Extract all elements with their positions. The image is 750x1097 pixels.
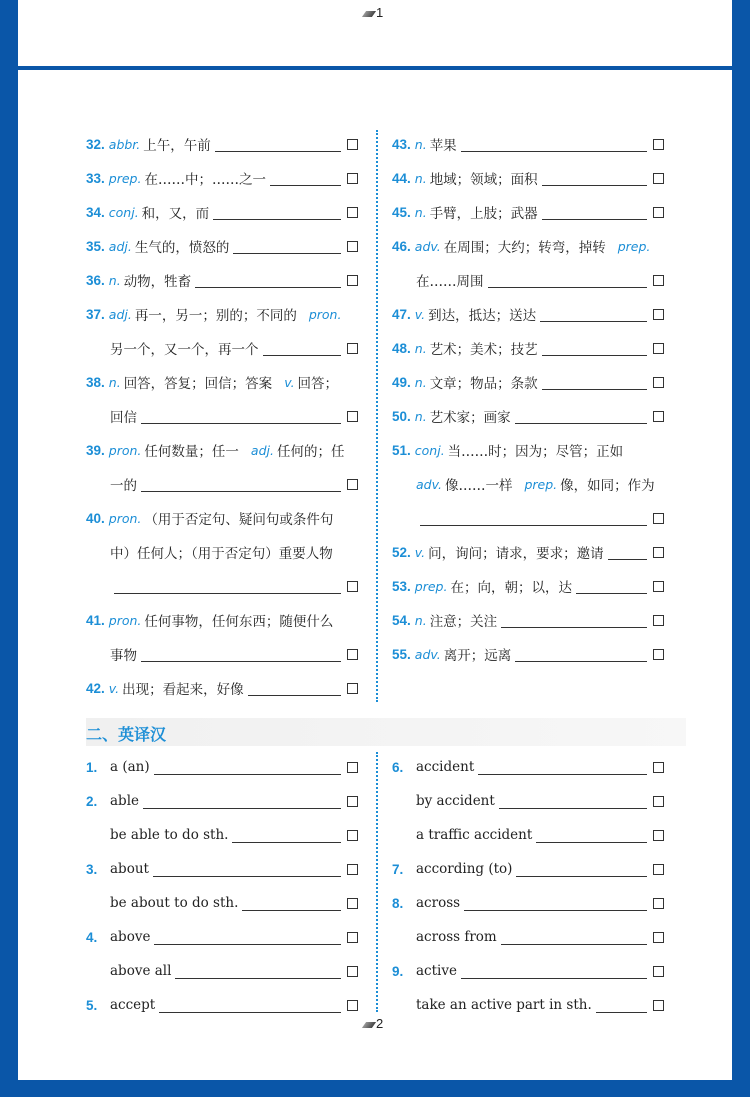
word-row bbox=[86, 886, 358, 920]
entry-row bbox=[392, 331, 664, 365]
part-of-speech: n. bbox=[414, 204, 427, 220]
part-of-speech: adj. bbox=[108, 306, 132, 322]
part-of-speech: prep. bbox=[414, 578, 448, 594]
checkbox[interactable] bbox=[347, 343, 358, 354]
checkbox[interactable] bbox=[347, 139, 358, 150]
checkbox[interactable] bbox=[347, 1000, 358, 1011]
part-of-speech: pron. bbox=[108, 510, 142, 526]
entry-number: 32. bbox=[86, 136, 105, 152]
english-term: accident bbox=[416, 759, 475, 775]
entry-number: 55. bbox=[392, 646, 411, 662]
answer-line[interactable] bbox=[499, 794, 647, 809]
answer-line[interactable] bbox=[542, 375, 647, 390]
entry-row bbox=[86, 229, 358, 263]
definition: 在……中；……之一 bbox=[144, 172, 266, 188]
checkbox[interactable] bbox=[653, 513, 664, 524]
page-number-bottom: 2 bbox=[364, 1016, 383, 1031]
entry-number: 1. bbox=[86, 759, 98, 775]
answer-line[interactable] bbox=[270, 171, 341, 186]
answer-line[interactable] bbox=[515, 409, 647, 424]
definition: 手臂，上肢；武器 bbox=[429, 206, 538, 222]
entry-row-continued bbox=[416, 501, 664, 535]
word-row bbox=[86, 852, 358, 886]
checkbox[interactable] bbox=[653, 309, 664, 320]
checkbox[interactable] bbox=[653, 864, 664, 875]
definition: 在周围；大约；转弯，掉转 bbox=[443, 240, 606, 256]
entry-row bbox=[392, 535, 664, 569]
page bbox=[18, 0, 732, 1080]
answer-line[interactable] bbox=[461, 964, 647, 979]
english-term: across bbox=[416, 895, 461, 911]
definition: 和，又，而 bbox=[141, 206, 210, 222]
entry-number: 8. bbox=[392, 895, 404, 911]
answer-line[interactable] bbox=[608, 545, 647, 560]
entry-number: 7. bbox=[392, 861, 404, 877]
entry-number: 48. bbox=[392, 340, 411, 356]
entry-row bbox=[392, 297, 664, 331]
entry-row bbox=[392, 637, 664, 671]
page-number-top: 1 bbox=[364, 5, 383, 20]
checkbox[interactable] bbox=[653, 966, 664, 977]
word-row bbox=[86, 920, 358, 954]
entry-row-continued bbox=[110, 467, 358, 501]
entry-number: 51. bbox=[392, 442, 411, 458]
definition: 文章；物品；条款 bbox=[429, 376, 538, 392]
checkbox[interactable] bbox=[347, 683, 358, 694]
english-term: accept bbox=[110, 997, 156, 1013]
answer-line[interactable] bbox=[501, 930, 647, 945]
definition: 像，如同；作为 bbox=[560, 478, 655, 494]
checkbox[interactable] bbox=[347, 762, 358, 773]
definition: 离开；远离 bbox=[443, 648, 512, 664]
part-of-speech: abbr. bbox=[108, 136, 141, 152]
entry-row bbox=[86, 263, 358, 297]
checkbox[interactable] bbox=[347, 966, 358, 977]
checkbox[interactable] bbox=[653, 581, 664, 592]
definition: 在……周围 bbox=[416, 274, 484, 290]
part-of-speech: n. bbox=[414, 374, 427, 390]
part-of-speech: v. bbox=[414, 544, 426, 560]
answer-line[interactable] bbox=[233, 239, 341, 254]
part-of-speech: adj. bbox=[108, 238, 132, 254]
definition: 当……时；因为；尽管；正如 bbox=[447, 444, 624, 460]
part-of-speech: n. bbox=[108, 374, 121, 390]
part-of-speech: n. bbox=[414, 170, 427, 186]
checkbox[interactable] bbox=[347, 830, 358, 841]
checkbox[interactable] bbox=[653, 1000, 664, 1011]
part-of-speech: prep. bbox=[617, 238, 651, 254]
checkbox[interactable] bbox=[347, 796, 358, 807]
entry-number: 33. bbox=[86, 170, 105, 186]
english-term: able bbox=[110, 793, 139, 809]
answer-line[interactable] bbox=[464, 896, 647, 911]
definition: 苹果 bbox=[429, 138, 457, 154]
part-of-speech: v. bbox=[414, 306, 426, 322]
answer-line[interactable] bbox=[154, 930, 341, 945]
checkbox[interactable] bbox=[653, 139, 664, 150]
answer-line[interactable] bbox=[141, 409, 341, 424]
answer-line[interactable] bbox=[542, 341, 647, 356]
checkbox[interactable] bbox=[347, 411, 358, 422]
entry-number: 39. bbox=[86, 442, 105, 458]
entry-number: 2. bbox=[86, 793, 98, 809]
word-row bbox=[86, 750, 358, 784]
entry-row bbox=[392, 433, 664, 467]
definition: 问，询问；请求，要求；邀请 bbox=[428, 546, 604, 562]
word-row bbox=[392, 818, 664, 852]
entry-row bbox=[86, 195, 358, 229]
checkbox[interactable] bbox=[653, 898, 664, 909]
english-term: across from bbox=[416, 929, 497, 945]
entry-row bbox=[392, 603, 664, 637]
word-row bbox=[86, 818, 358, 852]
checkbox[interactable] bbox=[653, 762, 664, 773]
part-of-speech: pron. bbox=[108, 612, 142, 628]
answer-line[interactable] bbox=[540, 307, 647, 322]
english-term: be about to do sth. bbox=[110, 895, 239, 911]
answer-line[interactable] bbox=[153, 862, 341, 877]
checkbox[interactable] bbox=[653, 275, 664, 286]
definition: 回答； bbox=[297, 376, 339, 392]
definition: 另一个，又一个，再一个 bbox=[110, 342, 259, 358]
section-header bbox=[86, 718, 686, 746]
column-divider-2 bbox=[376, 752, 378, 1012]
part-of-speech: conj. bbox=[414, 442, 445, 458]
word-row bbox=[392, 988, 664, 1022]
entry-number: 34. bbox=[86, 204, 105, 220]
entry-number: 47. bbox=[392, 306, 411, 322]
entry-row-continued bbox=[110, 637, 358, 671]
entry-number: 37. bbox=[86, 306, 105, 322]
answer-line[interactable] bbox=[515, 647, 647, 662]
entry-number: 41. bbox=[86, 612, 105, 628]
english-term: active bbox=[416, 963, 457, 979]
entry-number: 44. bbox=[392, 170, 411, 186]
entry-number: 46. bbox=[392, 238, 411, 254]
entry-row-continued bbox=[110, 331, 358, 365]
definition: 到达，抵达；送达 bbox=[428, 308, 537, 324]
answer-line[interactable] bbox=[542, 171, 647, 186]
part-of-speech: v. bbox=[284, 374, 295, 390]
answer-line[interactable] bbox=[143, 794, 341, 809]
checkbox[interactable] bbox=[347, 207, 358, 218]
entry-number: 40. bbox=[86, 510, 105, 526]
definition: 像……一样 bbox=[444, 478, 513, 494]
english-term: by accident bbox=[416, 793, 495, 809]
entry-row-continued bbox=[110, 535, 358, 569]
part-of-speech: pron. bbox=[108, 442, 142, 458]
entry-number: 49. bbox=[392, 374, 411, 390]
entry-number: 38. bbox=[86, 374, 105, 390]
english-term: according (to) bbox=[416, 861, 513, 877]
pen-icon bbox=[362, 1022, 376, 1028]
entry-row bbox=[392, 399, 664, 433]
answer-line[interactable] bbox=[263, 341, 342, 356]
answer-line[interactable] bbox=[488, 273, 648, 288]
part-of-speech: n. bbox=[414, 408, 427, 424]
definition: 再一，另一；别的；不同的 bbox=[134, 308, 297, 324]
answer-line[interactable] bbox=[141, 477, 341, 492]
part-of-speech: n. bbox=[414, 340, 427, 356]
checkbox[interactable] bbox=[653, 830, 664, 841]
word-row bbox=[86, 784, 358, 818]
word-row bbox=[392, 920, 664, 954]
definition: 在；向，朝；以，达 bbox=[450, 580, 572, 596]
part-of-speech: n. bbox=[414, 136, 427, 152]
part-of-speech: n. bbox=[414, 612, 427, 628]
entry-row bbox=[392, 161, 664, 195]
checkbox[interactable] bbox=[347, 479, 358, 490]
part-of-speech: n. bbox=[108, 272, 121, 288]
entry-number: 50. bbox=[392, 408, 411, 424]
english-term: above all bbox=[110, 963, 172, 979]
english-term: a (an) bbox=[110, 759, 150, 775]
part-of-speech: adv. bbox=[414, 238, 441, 254]
checkbox[interactable] bbox=[347, 898, 358, 909]
english-term: take an active part in sth. bbox=[416, 997, 592, 1013]
entry-row bbox=[86, 671, 358, 705]
answer-line[interactable] bbox=[248, 681, 341, 696]
checkbox[interactable] bbox=[653, 377, 664, 388]
answer-line[interactable] bbox=[159, 998, 341, 1013]
english-term: a traffic accident bbox=[416, 827, 533, 843]
entry-row bbox=[86, 603, 358, 637]
checkbox[interactable] bbox=[653, 932, 664, 943]
definition: 任何事物，任何东西；随便什么 bbox=[144, 614, 334, 630]
word-row bbox=[392, 954, 664, 988]
checkbox[interactable] bbox=[653, 411, 664, 422]
answer-line[interactable] bbox=[141, 647, 341, 662]
definition: 任何数量；任一 bbox=[144, 444, 239, 460]
entry-number: 53. bbox=[392, 578, 411, 594]
word-row bbox=[392, 886, 664, 920]
definition: 生气的，愤怒的 bbox=[134, 240, 230, 256]
definition: 事物 bbox=[110, 648, 137, 664]
answer-line[interactable] bbox=[596, 998, 647, 1013]
part-of-speech: prep. bbox=[108, 170, 142, 186]
entry-number: 54. bbox=[392, 612, 411, 628]
definition: 艺术家；画家 bbox=[429, 410, 511, 426]
checkbox[interactable] bbox=[347, 581, 358, 592]
checkbox[interactable] bbox=[347, 173, 358, 184]
answer-line[interactable] bbox=[516, 862, 647, 877]
english-term: be able to do sth. bbox=[110, 827, 229, 843]
part-of-speech: adv. bbox=[414, 646, 441, 662]
checkbox[interactable] bbox=[347, 241, 358, 252]
entry-row bbox=[392, 365, 664, 399]
answer-line[interactable] bbox=[242, 896, 341, 911]
entry-row-continued bbox=[416, 263, 664, 297]
checkbox[interactable] bbox=[347, 932, 358, 943]
entry-number: 45. bbox=[392, 204, 411, 220]
entry-row-continued bbox=[110, 569, 358, 603]
answer-line[interactable] bbox=[576, 579, 647, 594]
part-of-speech: adv. bbox=[416, 476, 442, 492]
answer-line[interactable] bbox=[420, 511, 647, 526]
word-row bbox=[392, 750, 664, 784]
entry-row bbox=[392, 229, 664, 263]
checkbox[interactable] bbox=[653, 796, 664, 807]
entry-row bbox=[86, 501, 358, 535]
entry-row bbox=[392, 195, 664, 229]
answer-line[interactable] bbox=[215, 137, 341, 152]
entry-row bbox=[392, 127, 664, 161]
entry-number: 6. bbox=[392, 759, 404, 775]
definition: 出现；看起来，好像 bbox=[122, 682, 244, 698]
answer-line[interactable] bbox=[213, 205, 341, 220]
entry-row bbox=[392, 569, 664, 603]
definition: 一的 bbox=[110, 478, 137, 494]
word-row bbox=[86, 954, 358, 988]
definition: 回答，答复；回信；答案 bbox=[123, 376, 273, 392]
checkbox[interactable] bbox=[653, 173, 664, 184]
pen-icon bbox=[362, 11, 376, 17]
checkbox[interactable] bbox=[347, 275, 358, 286]
answer-line[interactable] bbox=[154, 760, 341, 775]
part-of-speech: adj. bbox=[250, 442, 274, 458]
english-term: about bbox=[110, 861, 149, 877]
definition: （用于否定句、疑问句或条件句 bbox=[144, 512, 334, 528]
answer-line[interactable] bbox=[195, 273, 341, 288]
checkbox[interactable] bbox=[653, 343, 664, 354]
entry-number: 42. bbox=[86, 680, 105, 696]
entry-row bbox=[86, 127, 358, 161]
entry-number: 43. bbox=[392, 136, 411, 152]
answer-line[interactable] bbox=[536, 828, 647, 843]
checkbox[interactable] bbox=[347, 864, 358, 875]
entry-row bbox=[86, 365, 358, 399]
definition: 注意；关注 bbox=[429, 614, 498, 630]
definition: 回信 bbox=[110, 410, 137, 426]
entry-number: 3. bbox=[86, 861, 98, 877]
entry-row bbox=[86, 161, 358, 195]
part-of-speech: v. bbox=[108, 680, 120, 696]
answer-line[interactable] bbox=[542, 205, 647, 220]
entry-number: 52. bbox=[392, 544, 411, 560]
definition: 动物，牲畜 bbox=[123, 274, 192, 290]
answer-line[interactable] bbox=[461, 137, 647, 152]
word-row bbox=[392, 852, 664, 886]
part-of-speech: prep. bbox=[524, 476, 558, 492]
entry-number: 36. bbox=[86, 272, 105, 288]
entry-number: 4. bbox=[86, 929, 98, 945]
word-row bbox=[86, 988, 358, 1022]
checkbox[interactable] bbox=[653, 547, 664, 558]
checkbox[interactable] bbox=[347, 649, 358, 660]
word-row bbox=[392, 784, 664, 818]
answer-line[interactable] bbox=[478, 760, 647, 775]
entry-number: 9. bbox=[392, 963, 404, 979]
part-of-speech: conj. bbox=[108, 204, 139, 220]
entry-row-continued bbox=[110, 399, 358, 433]
column-divider bbox=[376, 130, 378, 702]
checkbox[interactable] bbox=[653, 649, 664, 660]
entry-row bbox=[86, 297, 358, 331]
checkbox[interactable] bbox=[653, 615, 664, 626]
entry-number: 35. bbox=[86, 238, 105, 254]
answer-line[interactable] bbox=[232, 828, 341, 843]
answer-line[interactable] bbox=[501, 613, 647, 628]
answer-line[interactable] bbox=[175, 964, 341, 979]
part-of-speech: pron. bbox=[308, 306, 342, 322]
answer-line[interactable] bbox=[114, 579, 341, 594]
entry-row-continued bbox=[416, 467, 664, 501]
english-term: above bbox=[110, 929, 151, 945]
definition: 地域；领域；面积 bbox=[429, 172, 538, 188]
definition: 任何的；任 bbox=[276, 444, 345, 460]
definition: 艺术；美术；技艺 bbox=[429, 342, 538, 358]
entry-row bbox=[86, 433, 358, 467]
checkbox[interactable] bbox=[653, 207, 664, 218]
definition: 上午，午前 bbox=[143, 138, 211, 154]
definition: 中）任何人；（用于否定句）重要人物 bbox=[110, 546, 333, 562]
section-title: 二、英译汉 bbox=[86, 725, 167, 744]
entry-number: 5. bbox=[86, 997, 98, 1013]
